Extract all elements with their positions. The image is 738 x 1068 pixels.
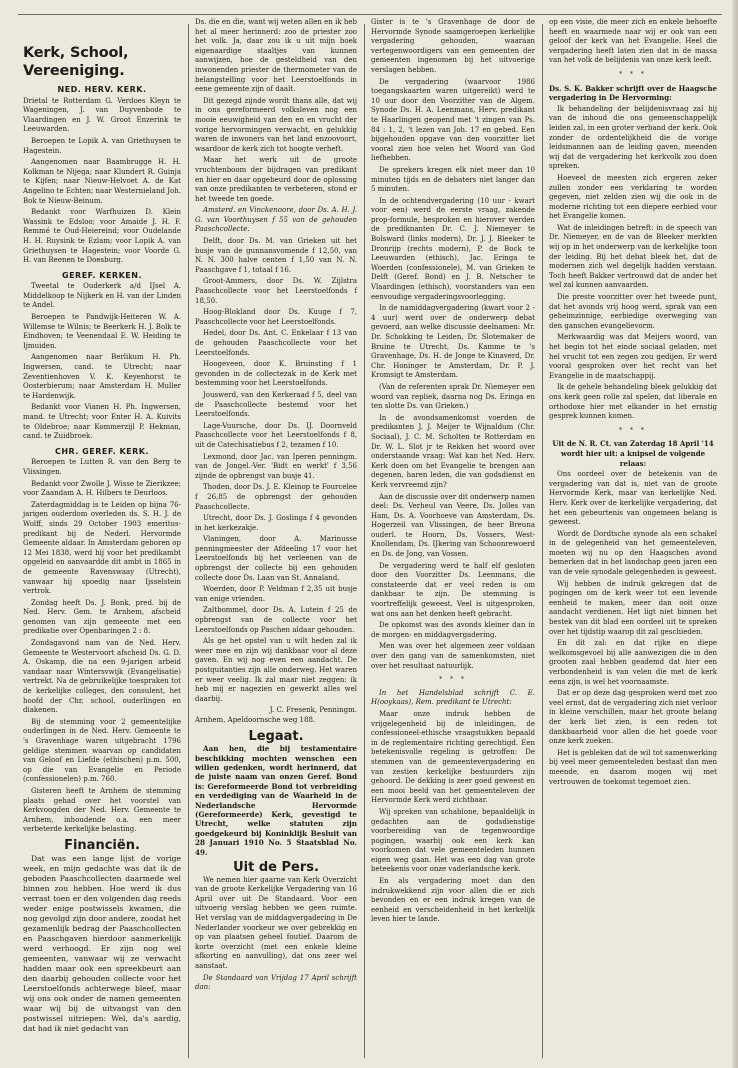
article-paragraph: Aan de discussie over dit onderwerp namen deel: Ds. Verheul van Veere, Ds. Jolles van Ham, Ds. A. Voorhoeve van Amsterdam, Ds. Hogerzeil van Vlissingen, de heer Breuna ouderl. te Hoorn, Ds. Vossers, West-Knollendam, Ds. IJkering van Schoonrewoerd en Ds. de Jong, van Vossen.: [371, 492, 535, 559]
section-title: Kerk, School, Vereeniging.: [23, 45, 129, 79]
handelsblad-intro: In het Handelsblad schrijft C. E. H(ooykaas), Rem. predikant te Utrecht:: [371, 688, 535, 707]
ned-herv-kerk-heading: NED. HERV. KERK.: [57, 85, 147, 94]
news-item: Drietal te Rotterdam G. Verdoes Kleyn te Wageningen, J. van Duyvenbode te Vlaardingen en J. W. Groot Enzerink te Leeuwarden.: [23, 96, 181, 134]
donation-item: Thoden, door Ds. J. E. Kleinop te Fourcelee f 26,85 de opbrengst der gehouden Paaschcollecte.: [195, 483, 357, 511]
article-paragraph: De sprekers kregen elk niet meer dan 10 minuten tijds en de debaters niet langer dan 5 minuten.: [371, 165, 535, 194]
article-paragraph: In de namiddagvergadering (kwart voor 2 - 4 uur) werd over de onderwerp debat gevoerd, aan welke discussie deelnamen: Mr. Dr. Schokking te Leiden, Dr. Slotemaker de Bruine te Utrecht, Ds. Kamme te 's Gravenhage, Ds. H. de Jonge te Kinaverd, Dr. Chr. Honinger te Amsterdam, Dr. P. J. Kromsigt te Amsterdam.: [371, 304, 535, 380]
signature-address: Arnhem, Apeldoornsche weg 188.: [195, 715, 316, 724]
article-paragraph: En als vergadering moet dan den indrukwekkend zijn voor allen die er zich bevonden en er een indruk kregen van de eenheid en verscheidenheid in het kerkelijk leven hier te lande.: [371, 877, 535, 924]
donation-item: Delft, door Ds. M. van Grieken uit het busje van de gunnansvomende f 12,50, van N. N. 300 halve centen f 1,50 van N. N. Paaschgave f 1, totaal f 16.: [195, 237, 357, 274]
donation-item: Hedel, door Ds. Ant. C. Enkelaar f 13 van de gehouden Paaschcollecte voor het Leerstoelfonds.: [195, 329, 357, 357]
donation-item: Hoog-Blokland door Ds. Kuuge f 7, Paaschcollecte voor het Leerstoelfonds.: [195, 308, 357, 326]
zaterdag-intro: Uit de N. R. Ct. van Zaterdag 18 April '14 wordt hier uit: a knipsel de volgende relaas:: [552, 439, 714, 468]
article-text: Maar het werk uit de groote vruchtenboom der bijdragen van predikant en hier en daar opgebeurd door de oplossing van onze predikanten te verbeteren, stond er het tweede ten goede.: [195, 156, 357, 203]
financien-title: Financiën.: [64, 837, 140, 853]
donation-item: Groot-Ammers, door Ds. W. Zijlstra Paaschcollecte voor het Leerstoelfonds f 18,50.: [195, 277, 357, 305]
news-item: Aangenomen naar Baambrugge H. H. Kolkman te Nijega; naar Klundert R. Guinja te Kijfen; naar Nieuw-Helvoet A. de Kat Angelino te Echten; naar Westernieland Joh. Bok te Nieuw-Beinum.: [23, 158, 181, 205]
separator: * * *: [619, 70, 647, 78]
news-item: Aangenomen naar Berlikum H. Ph. Ingwersen, cand. te Utrecht; naar Zeventienhoven V. K. Keyenhorst te Oosterbierum; naar Amsterdam H. Muller te Hardenwijk.: [23, 353, 181, 400]
donation-item: Woerden, door P. Veldman f 2,35 uit busje van enige vrienden.: [195, 585, 357, 603]
column-rule: [542, 24, 543, 1058]
article-paragraph: Maar onze indruk hebben de vrijgelegenheid bij de inleidingen, de confessioneel-ethische vraagstukken bepaald in de reglementaire richting gerechtigd. Een betekenisvolle regeling is getroffen: De stemmen van de gemeentevergadering en van zestien kerkelijke bestuurders zijn gehoord. De dekking is zeer goed geweest en een mooi beeld van het gemeenteleven der Hervormde Kerk werd zichtbaar.: [371, 709, 535, 805]
column-rule: [364, 24, 365, 1058]
column-rule: [188, 24, 189, 1058]
article-paragraph: Het is gebleken dat de wil tot samenwerking bij veel meer gemeenteleden bestaat dan men meende, en daarom mogen wij met vertrouwen de toekomst tegemoet zien.: [549, 748, 717, 786]
news-item: Bedankt voor Vianen H. Ph. Ingwersen, mand. te Utrecht; voor Enter H. A. Kuivits te Oldebroe; naar Kommerzijl P. Hekman, cand. te Zuidbroek.: [23, 403, 181, 441]
bakker-intro: Ds. S. K. Bakker schrijft over de Haagsche vergadering in De Hervorming:: [549, 83, 717, 103]
legaat-text: Aan hen, die bij testamentaire beschikking mochten wenschen een willen gedenken, wordt herinnerd, dat de juiste naam van onzen Geref. Bond is: Gereformeerde Bond tot verbreiding en verdediging van de Waarheid in de Nederlandsche Hervormde (Gereformeerde) Kerk, gevestigd te Utrecht, welke statuten zijn goedgekeurd bij Koninklijk Besluit van 28 Januari 1910 No. 5 Staatsblad No. 49.: [195, 744, 357, 857]
article-paragraph: Men was over het algemeen zeer voldaan over den gang van de samenkomsten, niet over het resultaat natuurlijk.: [371, 642, 535, 670]
column-2: [190, 18, 362, 1060]
column-1: [18, 18, 186, 1060]
donation-item: Utrecht, door Ds. J. Goslinga f 4 gevonden in het kerkezakje.: [195, 514, 357, 532]
article-paragraph: In de ochtendvergadering (10 uur - kwart voor een) werd de eerste vraag, zakende prop-formule, besproken en hierover werden de prediknanten Dr. C. J. Niemeyer te Bolsward (links modern), Dr. J. J. Bleeker te Dronrijp (rechts modern), P. de Bock te Leeuwarden (ethisch), Jac. Eringa te Woerden (confessionele), M. van Grieken te Delft (Geref. Bond) en J. B. Netscher te Vlaardingen (ethisch), voorstanders van een eenvoudige vergaderingsvoorlegging.: [371, 196, 535, 301]
donation-item: Vlaningen, door A. Marinusse penningmeester der Afdeeling 17 voor het Leerstoelfonds bij het verleenen van de opbrengst der collecte bij een gehouden collecte door Ds. Laan van St. Annaland.: [195, 535, 357, 582]
uit-de-pers-title: Uit de Pers.: [233, 860, 319, 876]
news-item: Zaterdagmiddag is te Leiden op bijna 76-jarigen ouderdom overleden ds. S. H. J. de Wolff, sinds 29 October 1903 emeritus-predikant bij de Nederl. Hervormde Gemeente aldaar. In Amsterdam geboren op 12 Mei 1838, werd hij voor het predikambt opgeleid en aanvaardde dit ambt in 1865 in de gemeente Ravenswaay (Utrecht), vanwaar hij spoedig naar Ijsselstein vertrok.: [23, 500, 181, 596]
article-paragraph: Wij hebben de indruk gekregen dat de pogingen om de kerk weer tot een levende eenheid te maken, meer dan ooit onze aandacht verdienen. Het ligt niet binnen het bestek van dit blad een oordeel uit te spreken over het tijdstip waarop dit zal geschieden.: [549, 579, 717, 636]
signature: J. C. Fresenk, Penningm.: [269, 706, 357, 715]
article-paragraph: Dat er op deze dag gesproken werd met zoo veel ernst, dat de vergadering zich niet verloor in kleine verschillen, maar het groote belang der kerk liet zien, is een reden tot dankbaarheid voor allen die het goede voor onze kerk zoeken.: [549, 689, 717, 746]
donation-item: Amsterd. en Vinckenoore, door Ds. A. H. J. G. van Voorthuysen f 55 van de gehouden Paaschcollecte.: [195, 206, 357, 234]
article-text: Dit gezegd zijnde wordt thans alle, dat wij in ons gereformeerd volksleven nog een mooie eeuwigheid van den en en vrucht der vorige hervormingen verwacht, en gelukkig waren de inwoners van het land enzoovoort, waardoor de kerk zich tot hoogte verheft.: [195, 96, 357, 153]
news-item: Beroepen te Pandwijk-Heiteren W. A. Willemse te Wilnis; te Beerkerk H. J. Bolk te Eindhoven; te Veenendaal E. W. Heiding te Ijmuiden.: [23, 313, 181, 350]
article-paragraph: De vergadering (waarvoor 1986 toegangskaarten waren uitgereikt) werd te 10 uur door den Voorzitter van de Algem. Synode Ds. H. A. Leenmans, Herv. predikant te Haarlingen geopend met 't zingen van Ps. 84 : 1, 2, 't lezen van Joh. 17 en gebed. Een bijgehouden opgave van den voorzitter liet vooral zien hoe velen het Woord van God liefhebben.: [371, 77, 535, 163]
column-3: [366, 18, 540, 1060]
article-paragraph: Ik behandeling der belijdenisvraag zal hij van de inhoud die ons gemeenschappelijk leiden zal, in een groter verband der kerk. Ook zonder de ordentelijkheid die de vorige leidsmannen aan de leiding gaven, meenden wij dat de vergadering het kerkvolk zou doen spreken.: [549, 104, 717, 171]
news-item: Zondag heeft Ds. J. Bonk, pred. bij de Ned. Herv. Gem. te Arnhem, afscheid genomen van zijn gemeente met een predikatie over Openbaringen 2 : 8.: [23, 598, 181, 636]
article-paragraph: Wat de inleidingen betreft: in de speech van Dr. Niemeyer, en de van de Bleeker merkten wij op in het onderwerp van de kerkelijke toon der leiding. Bij het debat bleek het, dat de modernen zich wel degelijk hadden verstaan. Toch heeft Bakker vertrouwd dat de ander het wel zal kunnen aanvaarden.: [549, 223, 717, 290]
news-item: Gisteren heeft te Arnhem de stemming plaats gehad over het voorstel van Kerkvoogden der Ned. Herv. Gemeente te Arnhem, inhoudende o.a. een meer verbeterde kerkelijke belasting.: [23, 786, 181, 834]
legaat-title: Legaat.: [248, 728, 304, 744]
article-paragraph: Die preste voorzitter over het tweede punt, dat het avonds vrij hoog werd, sprak van een geheimzinnige, eerbiedige overweging van den ganschen evangelievorm.: [549, 293, 717, 330]
column-4: [544, 18, 722, 1060]
news-item: Bedankt voor Warfhuizen D. Klein Wassink te Edsloo; voor Amaide J. H. F. Remmé te Oud-Heiereind; voor Oudelande H. H. Ruysink te Ezlam; voor Lopik A. van Griethuysen te Hagestein; voor Voorde G. H. van Reenen te Doesburg.: [23, 208, 181, 265]
separator: * * *: [619, 426, 647, 434]
top-rule: [18, 14, 722, 15]
article-paragraph: Wordt de Dordtsche synode als een schakel in de gelegenheid van het gemeenteleven, moeten wij nu op den Haagschen avond bemerken dat in het landschap geen jaren een van de vele synodale gelegenheden is geweest.: [549, 529, 717, 577]
article-paragraph: Ik de gehele behandeling bleek gelukkig dat ons kerk geen rolle zal spelen, dat liberale en orthodoxe hier met elkander in het ernstig gesprek kunnen komen.: [549, 383, 717, 421]
news-item: Beroepen te Lopik A. van Griethuysen te Hagestein.: [23, 136, 181, 155]
uit-de-pers-text: We nemen hier gaarne van Kerk Overzicht van de groote Kerkelijke Vergadering van 16 April over uit De Standaard. Voor een uitvoerig verslag hebben we geen ruimte. Het verslag van de middagvergadering in De Nederlander voorkeur we over gebrekkig en op van plaatsen geheel foutief. Daarom de korte overzicht (met een enkele kleine afkorting en aanvulling), dat ons zeer wel aanstaat.: [195, 875, 357, 970]
article-text: Ds. die en die, want wij weten allen en ik heb het al meer herinnerd: zoo de priester zoo het volk. Ja, daar zou ik u uit mijn boek eigenaardige staaltjes van kunnen aanwijzen, hoe de gesteldheid van den inwonenden priester de thermometer van de belangstelling voor het Leerstoelfonds in eene gemeente zijn of daalt.: [195, 18, 357, 94]
article-paragraph: op een visie, die meer zich en enkele behoefte heeft en waarmede naar wij er ook van een geloof der kerk van het Evangelie. Heel die vergadering heeft laten zien dat in de massa van het volk de belijdenis van onze kerk leeft.: [549, 18, 717, 65]
news-item: Bedankt voor Zwolle J. Wisse te Zierikzee; voor Zaandam A. H. Hilbers te Deurloos.: [23, 479, 181, 498]
geref-kerken-heading: GEREF. KERKEN.: [62, 270, 142, 280]
donation-item: Als ge het opstel van u wilt heden zal ik weer mee en zijn wij dankbaar voor al deze gaven. En wij nog even een aandacht. De postquitanties zijn alle onderweg. Het waren er weer veelig. Ik zal maar niet zeggen: ik heb mij er nagezien en gewerkt alles wel daarbij.: [195, 637, 357, 703]
article-paragraph: Wij spreken van schablone, bepaaldelijk in gedachten aan de godsdienstige voorbereiding van de tegenwoordige pogingen, waarbij ook een kerk kan voorkomen dat vele gemeenteleden hunnen eigen weg gaan. Het was een dag van grote beteekenis voor onze vaderlandsche kerk.: [371, 807, 535, 874]
article-paragraph: Merkwaardig was dat Meijers woord, van het begin tot het einde sociaal geladen, met hel vrucht tot een zegen zou gedijen. Er werd vooral gesproken over het recht van het Evangelie in de maatschappij.: [549, 333, 717, 380]
article-paragraph: Ons oordeel over de betekenis van de vergadering van dat is, niet van de groote Hervormde Kerk, maar van kerkelijke Ned. Herv. Kerk over de kerkelijke vergadering, dat het een gebeurtenis van ongemeen belang is geweest.: [549, 470, 717, 527]
separator: * * *: [439, 676, 467, 684]
article-paragraph: De opkomst was des avonds kleiner dan in de morgen- en middagvergadering.: [371, 621, 535, 639]
article-paragraph: Hoeveel de meesten zich ergeren zeker zullen zonder een verklaring te worden gegeven, niet zelden zien wij die ook in de moderne richting tot een diepere eerbied voor het Evangelie komen.: [549, 173, 717, 221]
chr-geref-heading: CHR. GEREF. KERK.: [54, 446, 150, 456]
article-paragraph: De vergadering werd te half elf gesloten door den Voorzitter Ds. Leenmans, die constateerde dat er veel reden is om dankbaar te zijn. De stemming is voortreffelijk geweest. Veel is uitgesproken, wat ons aan het denken heeft gebracht.: [371, 561, 535, 618]
news-item: Tweetal te Ouderkerk a/d IJsel A. Middelkoop te Nijkerk en H. van der Linden te Andel.: [23, 282, 181, 310]
article-paragraph: In de avondsamenkomst voerden de predikanten J. J. Meijer te Wijnaldum (Chr. Sociaal), J. C. M. Scholten te Rotterdam en Dr. W. L. Slot jr te Rekken het woord over onderstaande vraag: Wat kan het Ned. Herv. Kerk doen om het Evangelie te brengen aan degenen, haren leden, die van godsdienst en Kerk vervreemd zijn?: [371, 413, 535, 489]
uit-de-pers-source: De Standaard van Vrijdag 17 April schrijft dan:: [195, 973, 357, 992]
donation-item: Lage-Vuursche, door Ds. IJ. Doornveld Paaschcollecte voor het Leerstoelfonds f 8, uit de Catechisatiebus f 2, tezamen f 10.: [195, 421, 357, 449]
article-paragraph: (Van de referenten sprak Dr. Niemeyer een woord van repliek, daarna nog Ds. Eringa en ten slotte Ds. van Grieken.): [371, 382, 535, 411]
page-edge: [732, 0, 738, 1068]
donation-item: Lexmond, door Jac. van Iperen penningm. van de Jongel.-Ver. 'Bidt en werkt' f 3,56 zijnde de opbrengst van busje 41.: [195, 452, 357, 480]
donation-item: Jouswerd, van den Kerkeraad f 5, deel van de Paaschcollecte bestemd voor het Leerstoelfonds.: [195, 390, 357, 419]
news-item: Bij de stemming voor 2 gemeentelijke ouderlingen in de Ned. Herv. Gemeente te 's Gravenhage waren uitgebracht 1796 geldige stemmen waarvan op candidaten van Geloof en Liefde (ethischen) p.m. 500, op die van Evangelie en Periode (confessionelen) p.m. 760.: [23, 717, 181, 784]
article-paragraph: Gister is te 's Gravenhage de door de Hervormde Synode saamgeroepen kerkelijke vergadering gehouden, waaraan vertegenwoordigers van een gemeenten der gemeenten ingenomen bij het uitvoerige verslagen hebben.: [371, 18, 535, 74]
financien-text: Dat was een lange lijst de vorige week, en mijn gedachte was dat ik de geboden Paaschcollecten daarmede wel binnen zou hebben. Hoe werd ik dus verrast toen er den volgenden dag reeds weder enige postwissels kwamen, die nog gevolgd zijn door andere, zoodat het gezamenlijk bedrag der Paaschcollecten en Paaschgaven hierdoor aanmerkelijk werd verhoogd. Er zijn nog wel gemeenten, vanwaar wij ze verwacht hadden maar ook een spreekbeurt aan den daarbij gehouden collecte voor het Leerstoelfonds achterwege bleef, maar wij ons ook onder de namen gemeenten waar wij bij de uitvangst van den postwissel uitriepen: Wel, da's aardig, dat had ik niet gedacht van: [23, 853, 181, 1033]
donation-item: Hoogeveen, door K. Bruinsting f 1 gevonden in de collectezak in de Kerk met bestemming voor het Leerstoelfonds.: [195, 360, 357, 388]
article-paragraph: En dit zal: en dat rijke en diepe welkomsgevoel bij alle aanwezigen die in den grooten zaal hebben geademd dat hier een verbondenheid is van velen die met de kerk eens zijn, is wel het voornaamste.: [549, 639, 717, 686]
news-item: Zondagavond nam van de Ned. Herv. Gemeente te Westervoort afscheid Ds. G. D. A. Oskamp, die na een 9-jarigen arbeid vandaar naar Wintersvwijk (Evangelisatie) vertrekt. Na de gebruikelijke toespraken tot de kerkelijke colleges, den consulent, het hoofd der Chr. school, ouderlingen en diakenen.: [23, 639, 181, 715]
news-item: Beroepen te Lutten R. van den Berg te Vlissingen.: [23, 458, 181, 476]
donation-item: Zaltbommel, door Ds. A. Lutein f 25 de opbrengst van de collecte voor het Leerstoelfonds op Paschen aldaar gehouden.: [195, 606, 357, 634]
